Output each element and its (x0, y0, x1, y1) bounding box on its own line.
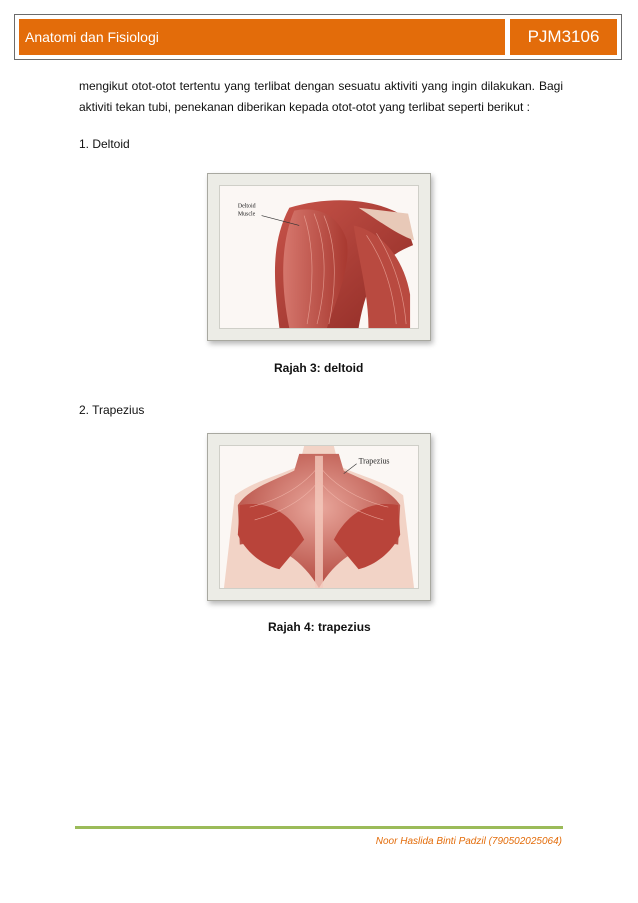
trapezius-label: Trapezius (358, 456, 390, 466)
caption-deltoid: Rajah 3: deltoid (274, 361, 364, 375)
footer-author: Noor Haslida Binti Padzil (790502025064) (375, 836, 562, 847)
deltoid-label-1: Deltoid (237, 203, 256, 210)
deltoid-figure (207, 173, 431, 341)
trapezius-figure (207, 433, 431, 601)
trapezius-illustration (220, 446, 418, 588)
header-code: PJM3106 (510, 19, 617, 55)
deltoid-label-2: Muscle (237, 211, 256, 218)
header-title: Anatomi dan Fisiologi (19, 19, 505, 55)
item-trapezius-label: 2. Trapezius (79, 403, 145, 417)
item-deltoid-label: 1. Deltoid (79, 137, 130, 151)
body-paragraph: mengikut otot-otot tertentu yang terlibat dengan sesuatu aktiviti yang ingin dilakukan. Bagi aktiviti tekan tubi, penekanan diberikan kepada otot-otot yang terlibat seperti berikut : (79, 79, 563, 114)
deltoid-illustration (220, 186, 418, 328)
caption-trapezius: Rajah 4: trapezius (268, 620, 371, 634)
footer-divider (75, 826, 563, 829)
